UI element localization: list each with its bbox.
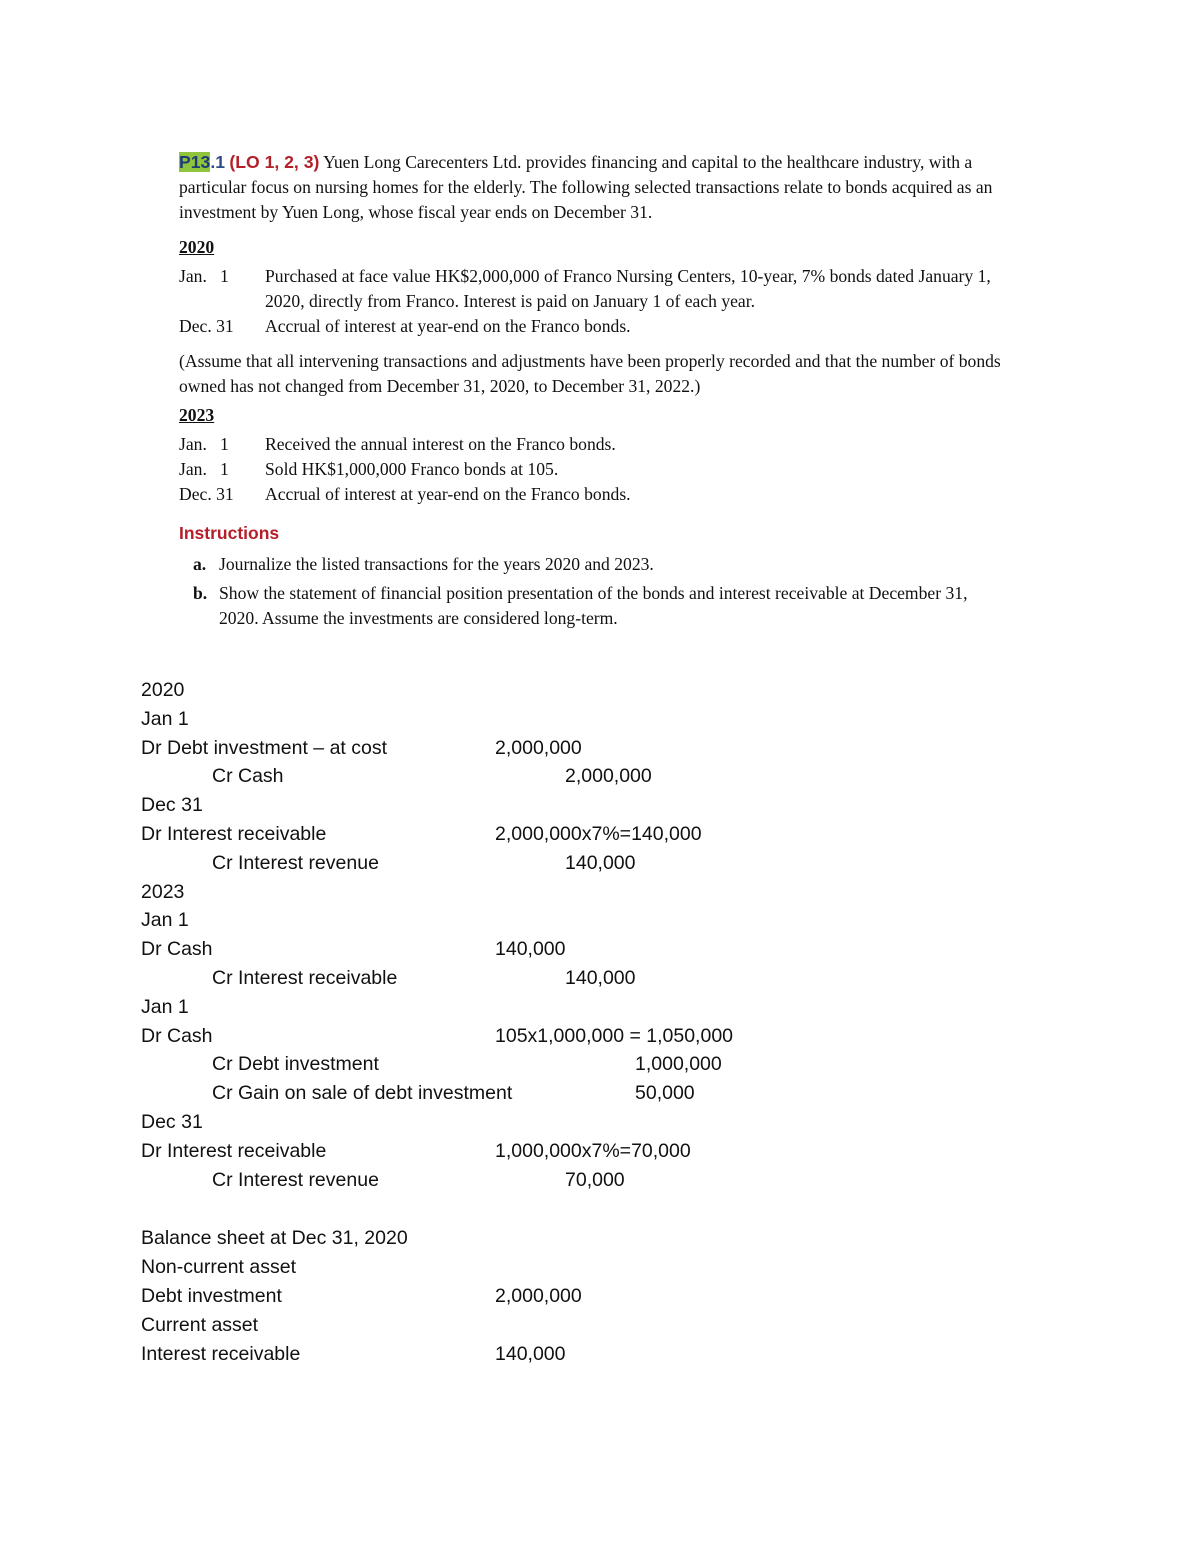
debit-line — [141, 1137, 1041, 1166]
balance-line — [141, 1282, 1041, 1311]
debt-investment-label: Debt investment — [141, 1284, 282, 1307]
entry-date-row — [141, 1108, 1041, 1137]
interest-receivable-label: Interest receivable — [141, 1342, 301, 1365]
credit-amount: 140,000 — [565, 966, 636, 989]
instruction-item — [193, 552, 1009, 577]
transaction-row — [179, 482, 1009, 507]
balance-sheet-title: Balance sheet at Dec 31, 2020 — [141, 1227, 408, 1250]
entry-date: Jan 1 — [141, 707, 189, 730]
debit-account: Dr Cash — [141, 1024, 213, 1047]
transaction-text: Accrual of interest at year-end on the Franco bonds. — [265, 316, 631, 336]
debit-line — [141, 1022, 1041, 1051]
credit-account: Cr Debt investment — [212, 1053, 379, 1076]
journal-answer — [141, 676, 1041, 1368]
problem-intro-text: Yuen Long Carecenters Ltd. provides financing and capital to the healthcare industry, with a particular focus on nursing homes for the elderly. The following selected transactions relate to bonds acquired as an investment by Yuen Long, whose fiscal year ends on December 31. — [179, 152, 993, 222]
credit-line — [141, 1050, 1041, 1079]
transaction-row — [179, 264, 1009, 314]
entry-date-row — [141, 791, 1041, 820]
problem-statement — [179, 150, 1009, 635]
debit-amount: 1,000,000x7%=70,000 — [495, 1139, 691, 1162]
debit-line — [141, 935, 1041, 964]
assumption-note: (Assume that all intervening transactions and adjustments have been properly recorded and that the number of bonds owned has not changed from December 31, 2020, to December 31, 2022.) — [179, 351, 1001, 396]
credit-account: Cr Interest revenue — [212, 851, 379, 874]
debit-account: Dr Interest receivable — [141, 1139, 327, 1162]
entry-date-row — [141, 705, 1041, 734]
transaction-date: Dec. 31 — [179, 484, 234, 504]
credit-line — [141, 1166, 1041, 1195]
credit-amount: 50,000 — [635, 1082, 695, 1105]
year-label: 2020 — [141, 679, 185, 701]
instruction-item — [193, 581, 1009, 631]
problem-number-highlight: P13 — [179, 152, 211, 172]
interest-receivable-amount: 140,000 — [495, 1342, 566, 1365]
credit-amount: 70,000 — [565, 1168, 625, 1191]
transaction-row — [179, 432, 1009, 457]
credit-account: Cr Cash — [212, 765, 284, 788]
year-heading-2020: 2020 — [179, 237, 215, 257]
year-heading-2023: 2023 — [179, 405, 215, 425]
debit-account: Dr Cash — [141, 938, 213, 961]
credit-account: Cr Gain on sale of debt investment — [212, 1082, 513, 1105]
year-label-row — [141, 878, 1041, 907]
credit-line — [141, 1079, 1041, 1108]
problem-number — [179, 152, 225, 172]
credit-line — [141, 964, 1041, 993]
entry-date: Dec 31 — [141, 794, 203, 817]
entry-date: Dec 31 — [141, 1110, 203, 1133]
debit-line — [141, 820, 1041, 849]
noncurrent-asset-label: Non-current asset — [141, 1256, 296, 1279]
year-label: 2023 — [141, 880, 185, 903]
transaction-text: Received the annual interest on the Franco bonds. — [265, 434, 616, 454]
entry-date: Jan 1 — [141, 909, 189, 932]
entry-date-row — [141, 906, 1041, 935]
transaction-text: Sold HK$1,000,000 Franco bonds at 105. — [265, 459, 559, 479]
debit-amount: 2,000,000 — [495, 736, 582, 759]
problem-number-suffix: .1 — [210, 152, 225, 172]
instruction-letter: a. — [193, 554, 207, 574]
transaction-row — [179, 457, 1009, 482]
debit-line — [141, 734, 1041, 763]
entry-date: Jan 1 — [141, 995, 189, 1018]
credit-amount: 1,000,000 — [635, 1053, 722, 1076]
instruction-letter: b. — [193, 583, 208, 603]
spacer — [141, 1194, 1041, 1224]
current-asset-label: Current asset — [141, 1313, 259, 1336]
debt-investment-amount: 2,000,000 — [495, 1284, 582, 1307]
instructions-heading: Instructions — [179, 523, 280, 543]
credit-line — [141, 762, 1041, 791]
credit-amount: 140,000 — [565, 851, 636, 874]
credit-line — [141, 849, 1041, 878]
credit-amount: 2,000,000 — [565, 765, 652, 788]
instruction-text: Journalize the listed transactions for the years 2020 and 2023. — [219, 554, 654, 574]
section-label-row — [141, 1311, 1041, 1340]
transaction-date: Jan. 1 — [179, 266, 229, 286]
transaction-row — [179, 314, 1009, 339]
transaction-date: Jan. 1 — [179, 459, 229, 479]
instruction-text: Show the statement of financial position presentation of the bonds and interest receivable at December 31, 2020. Assume the investments are considered long-term. — [219, 583, 968, 628]
transaction-date: Jan. 1 — [179, 434, 229, 454]
section-label-row — [141, 1253, 1041, 1282]
debit-amount: 2,000,000x7%=140,000 — [495, 822, 702, 845]
debit-amount: 140,000 — [495, 938, 566, 961]
credit-account: Cr Interest receivable — [212, 966, 398, 989]
problem-intro — [179, 150, 1009, 225]
credit-account: Cr Interest revenue — [212, 1168, 379, 1191]
balance-line — [141, 1340, 1041, 1369]
entry-date-row — [141, 993, 1041, 1022]
year-label-row — [141, 676, 1041, 705]
balance-sheet-title-row — [141, 1224, 1041, 1253]
debit-account: Dr Debt investment – at cost — [141, 736, 388, 759]
transaction-date: Dec. 31 — [179, 316, 234, 336]
debit-amount: 105x1,000,000 = 1,050,000 — [495, 1024, 734, 1047]
transaction-text: Purchased at face value HK$2,000,000 of Franco Nursing Centers, 10-year, 7% bonds dated January 1, 2020, directly from Franco. Interest is paid on January 1 of each year. — [265, 266, 991, 311]
debit-account: Dr Interest receivable — [141, 822, 327, 845]
learning-objectives: (LO 1, 2, 3) — [229, 152, 320, 172]
transaction-text: Accrual of interest at year-end on the Franco bonds. — [265, 484, 631, 504]
